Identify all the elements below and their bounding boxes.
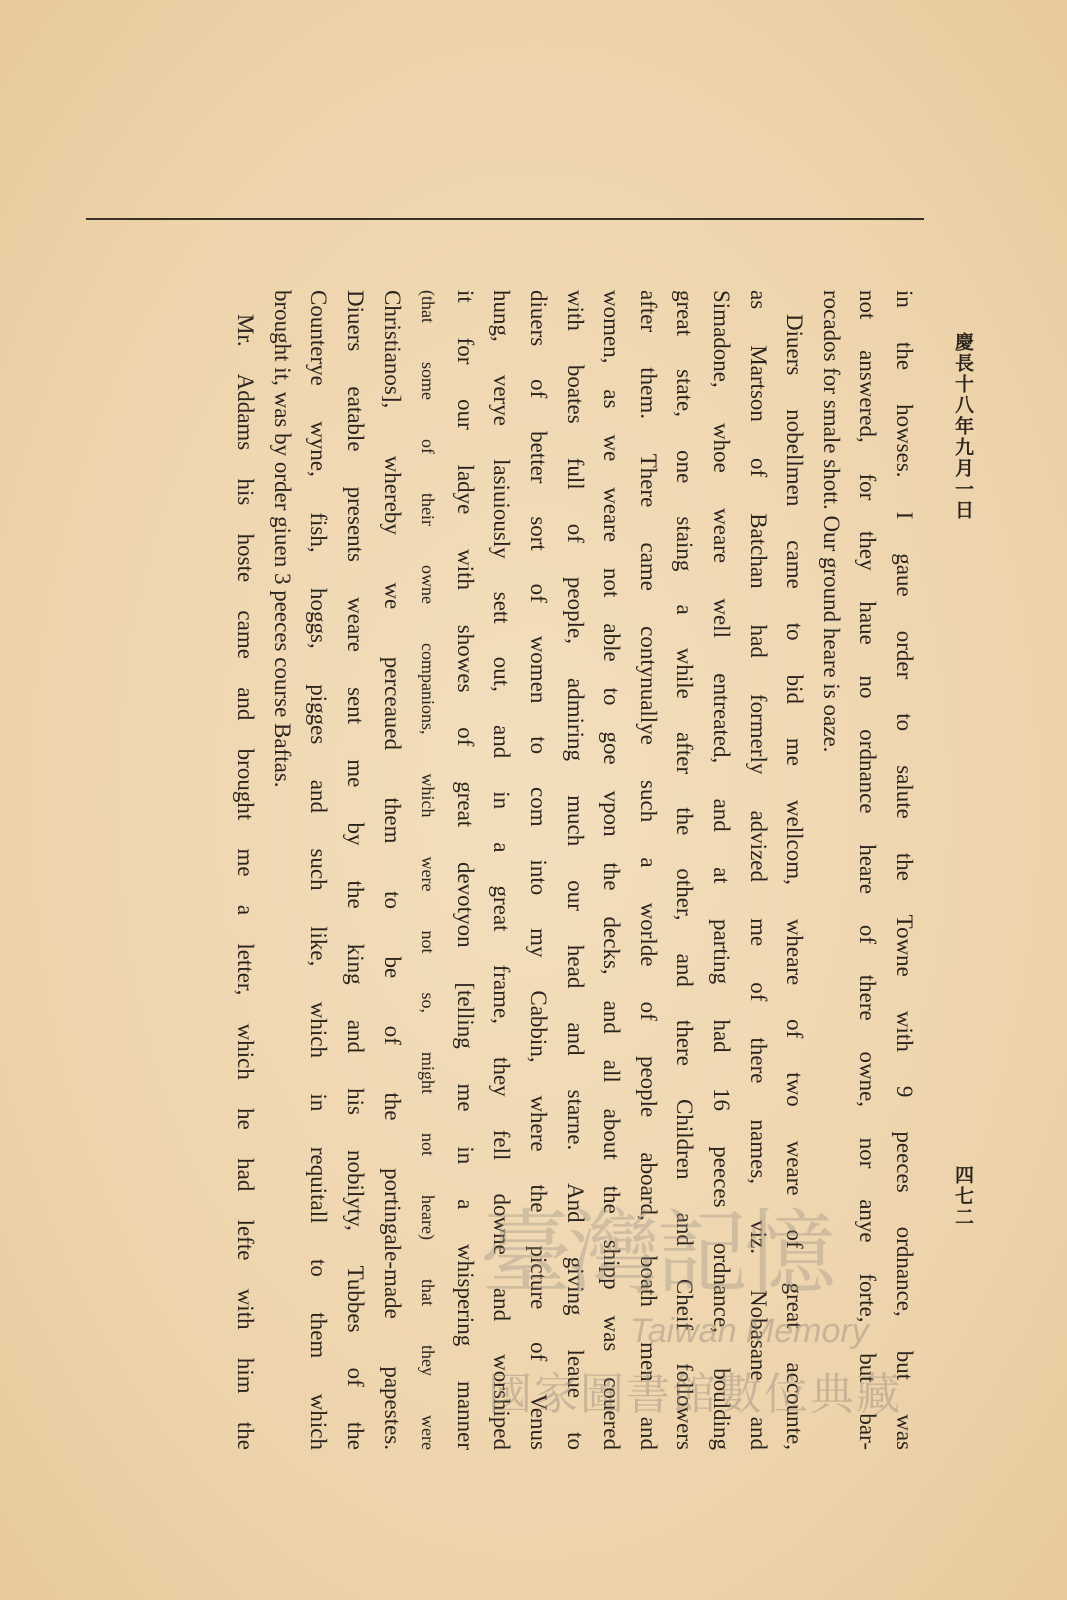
text-line: (that some of their owne companions, which were not so, might not heare) that they were <box>418 290 439 1450</box>
text-line: in the howses. I gaue order to salute the Towne with 9 peeces ordnance, but was <box>892 290 917 1450</box>
text-line: Diuers eatable presents weare sent me by the king and his nobilyty, Tubbes of the <box>343 290 369 1450</box>
text-line: with boates full of people, admiring much our head and starne. And giving leaue to <box>562 290 588 1450</box>
text-line: hung, verye lasiuiously sett out, and in a great frame, they fell downe and worshiped <box>489 290 515 1450</box>
text-line: Mr. Addams his hoste came and brought me a letter, which he had lefte with him the <box>233 314 259 1450</box>
text-line: Christianos], whereby we perceaued them to be of the portingale-made papestes. <box>379 290 405 1450</box>
watermark-institution: 國家圖書館數位典藏 <box>488 1369 902 1420</box>
page-number: 四七二 <box>952 1165 974 1228</box>
watermark-logo: 臺灣記憶 <box>480 1200 833 1307</box>
text-line: it for our ladye with showes of great devotyon [telling me in a whispering manner <box>452 290 478 1450</box>
text-line: as Martson of Batchan had formerly advized me of there names, viz. Nobasane and <box>745 290 771 1450</box>
body-text <box>227 290 922 1450</box>
text-line: Simadone, whoe weare well entreated, and at parting had 16 peeces ordnance, boulding <box>709 290 735 1450</box>
text-line: not answered, for they haue no ordnance heare of there owne, nor anye forte, but bar- <box>855 290 881 1450</box>
text-line: diuers of better sort of women to com into my Cabbin, where the picture of Venus <box>526 290 552 1450</box>
text-line: after them. There came contynuallye such a worlde of people aboard, boath men and <box>635 290 661 1450</box>
text-line: women, as we weare not able to goe vpon the decks, and all about the shipp was couered <box>599 290 625 1450</box>
running-header-date: 慶長十八年九月一日 <box>952 332 974 521</box>
text-line: Diuers nobellmen came to bid me wellcom, wheare of two weare of great accounte, <box>782 314 808 1450</box>
text-line: Counterye wyne, fish, hoggs, pigges and such like, which in requitall to them which <box>306 290 332 1450</box>
text-line: great state, one staing a while after the other, and there Children and Cheif followers <box>672 290 698 1450</box>
watermark-english: Taiwan Memory <box>630 1312 869 1350</box>
text-line: brought it, was by order giuen 3 peeces course Baftas. <box>269 290 295 788</box>
text-line: rocados for smale shott. Our ground heare is oaze. <box>818 290 844 753</box>
header-rule <box>86 218 924 220</box>
